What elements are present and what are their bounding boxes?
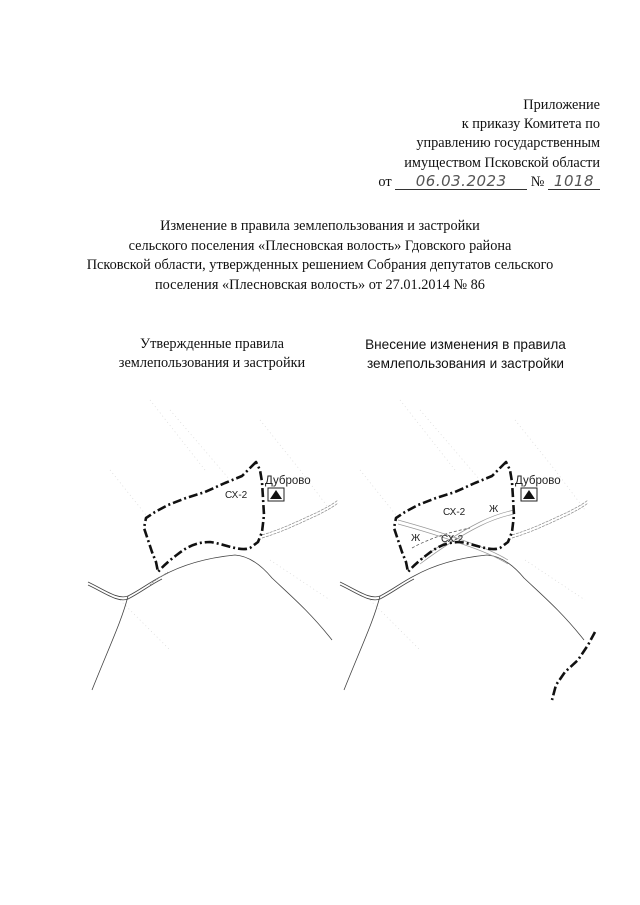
handwritten-date: 06.03.2023: [395, 173, 527, 190]
left-heading-line-1: Утвержденные правила: [140, 336, 284, 352]
right-heading-line-2: землепользования и застройки: [366, 356, 565, 371]
left-map-road: [88, 555, 332, 690]
title-line-3: Псковской области, утвержденных решением Собрания депутатов сельского: [86, 257, 554, 273]
title-line-1: Изменение в правила землепользования и застройки: [160, 218, 480, 234]
right-map: [340, 400, 595, 700]
left-map-background-lines: [110, 400, 330, 650]
title-line-4: поселения «Плесновская волость» от 27.01.2014 № 86: [155, 276, 485, 293]
left-village-label: Дуброво: [265, 475, 311, 487]
right-heading-line-1: Внесение изменения в правила: [365, 337, 566, 352]
number-prefix: №: [530, 173, 545, 190]
appendix-line-3: управлению государственным: [416, 135, 600, 152]
right-settlement-boundary-south: [552, 632, 595, 700]
handwritten-number: 1018: [548, 173, 600, 190]
right-zone-label-south: СХ-2: [441, 534, 464, 545]
date-prefix: от: [378, 173, 392, 190]
right-village-label: Дуброво: [515, 475, 561, 487]
title-line-2: сельского поселения «Плесновская волость» Гдовского района: [128, 237, 512, 254]
left-heading-line-2: землепользования и застройки: [118, 355, 306, 371]
left-settlement-boundary: [144, 462, 264, 572]
right-residential-label-west: Ж: [411, 533, 421, 544]
appendix-line-4: имуществом Псковской области: [404, 154, 600, 171]
left-map: [88, 400, 338, 690]
left-map-stream: [150, 500, 338, 585]
appendix-line-1: Приложение: [523, 97, 600, 113]
right-map-road: [340, 555, 584, 690]
right-map-stream: [512, 500, 588, 538]
left-zone-label: СХ-2: [225, 490, 248, 501]
right-zone-label-north: СХ-2: [443, 507, 466, 518]
right-residential-label-east: Ж: [489, 504, 499, 515]
appendix-line-2: к приказу Комитета по: [461, 116, 600, 133]
